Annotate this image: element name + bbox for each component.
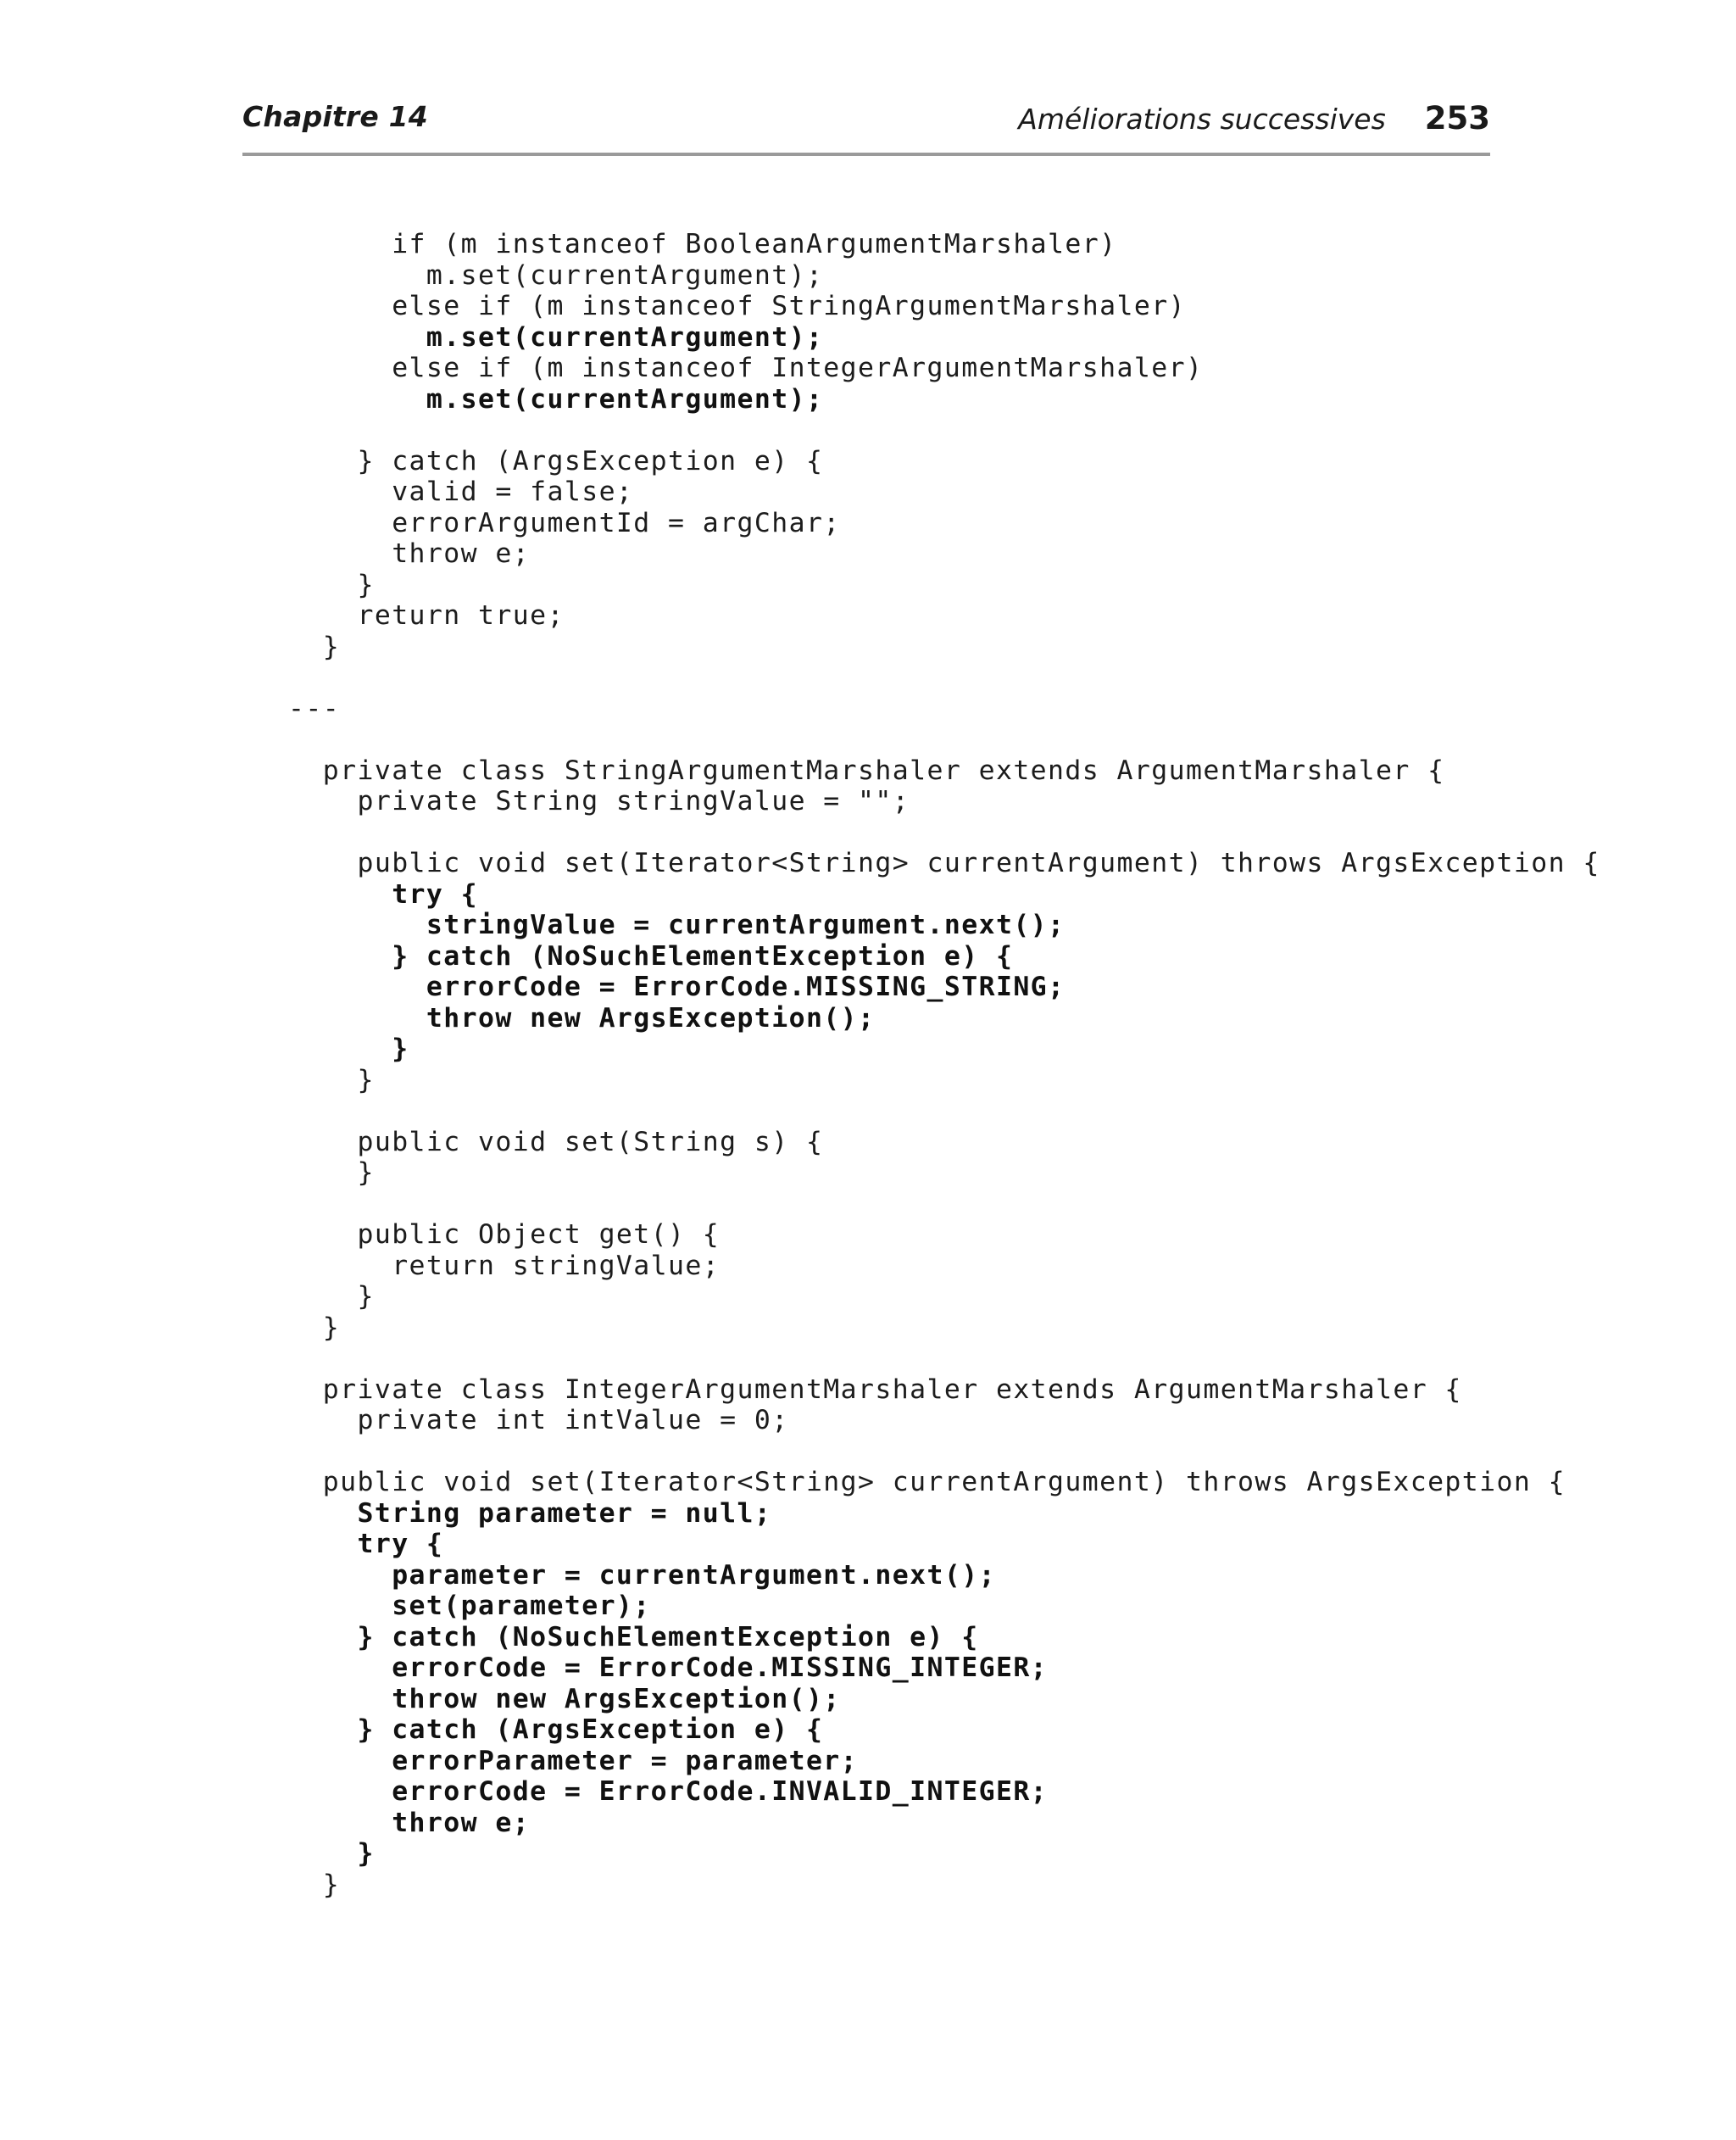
page-number: 253: [1424, 100, 1490, 137]
code-line: throw e;: [288, 1807, 531, 1838]
code-blank-line: [288, 724, 1600, 755]
chapter-label: Chapitre 14: [242, 100, 428, 133]
code-line: throw new ArgsException();: [288, 1683, 841, 1714]
code-line: parameter = currentArgument.next();: [288, 1559, 996, 1591]
code-line: } catch (ArgsException e) {: [288, 445, 824, 476]
code-blank-line: [288, 1343, 1600, 1374]
code-line: m.set(currentArgument);: [288, 259, 824, 291]
code-line: errorCode = ErrorCode.MISSING_STRING;: [288, 972, 1066, 1002]
code-line: }: [288, 1281, 375, 1312]
code-line: return true;: [288, 600, 565, 631]
code-blank-line: [288, 662, 1600, 694]
code-line: }: [288, 569, 375, 600]
code-line: } catch (NoSuchElementException e) {: [288, 940, 1014, 972]
code-line: try {: [288, 1529, 444, 1559]
code-line: m.set(currentArgument);: [288, 321, 824, 353]
code-listing: [288, 229, 1600, 1900]
code-line: return stringValue;: [288, 1250, 721, 1281]
code-line: private String stringValue = "";: [288, 786, 910, 816]
code-line: private class IntegerArgumentMarshaler extends ArgumentMarshaler {: [288, 1374, 1462, 1405]
code-line: errorArgumentId = argChar;: [288, 507, 841, 538]
code-line: if (m instanceof BooleanArgumentMarshaler): [288, 229, 1117, 259]
code-line: valid = false;: [288, 476, 634, 507]
code-line: private class StringArgumentMarshaler extends ArgumentMarshaler {: [288, 755, 1445, 786]
code-line: }: [288, 1064, 375, 1095]
code-line: public void set(String s) {: [288, 1126, 824, 1157]
code-line: else if (m instanceof IntegerArgumentMarshaler): [288, 353, 1204, 383]
header-right: [1018, 100, 1490, 137]
code-line: errorCode = ErrorCode.INVALID_INTEGER;: [288, 1776, 1049, 1807]
code-line: }: [288, 1838, 375, 1869]
code-line: }: [288, 1312, 341, 1343]
code-line: try {: [288, 878, 479, 910]
code-line: }: [288, 631, 341, 662]
code-line: else if (m instanceof StringArgumentMarshaler): [288, 291, 1186, 321]
code-line: public void set(Iterator<String> currentArgument) throws ArgsException {: [288, 848, 1600, 878]
code-line: public void set(Iterator<String> currentArgument) throws ArgsException {: [288, 1467, 1566, 1497]
code-line: errorCode = ErrorCode.MISSING_INTEGER;: [288, 1652, 1049, 1683]
code-line: ---: [288, 693, 341, 724]
code-line: public Object get() {: [288, 1219, 721, 1250]
code-line: }: [288, 1157, 375, 1188]
code-line: } catch (ArgsException e) {: [288, 1714, 824, 1745]
code-line: stringValue = currentArgument.next();: [288, 910, 1066, 940]
code-blank-line: [288, 817, 1600, 849]
code-line: m.set(currentArgument);: [288, 383, 824, 415]
code-blank-line: [288, 1436, 1600, 1468]
code-line: }: [288, 1869, 341, 1900]
code-line: }: [288, 1034, 409, 1064]
code-line: errorParameter = parameter;: [288, 1745, 859, 1776]
running-title: Améliorations successives: [1018, 103, 1386, 136]
page-header: [242, 100, 1490, 156]
code-blank-line: [288, 415, 1600, 446]
code-line: } catch (NoSuchElementException e) {: [288, 1621, 979, 1652]
code-line: private int intValue = 0;: [288, 1405, 789, 1435]
code-line: String parameter = null;: [288, 1497, 772, 1529]
code-line: throw e;: [288, 538, 531, 569]
code-line: throw new ArgsException();: [288, 1002, 876, 1034]
code-blank-line: [288, 1189, 1600, 1220]
code-blank-line: [288, 1095, 1600, 1127]
code-line: set(parameter);: [288, 1591, 651, 1621]
